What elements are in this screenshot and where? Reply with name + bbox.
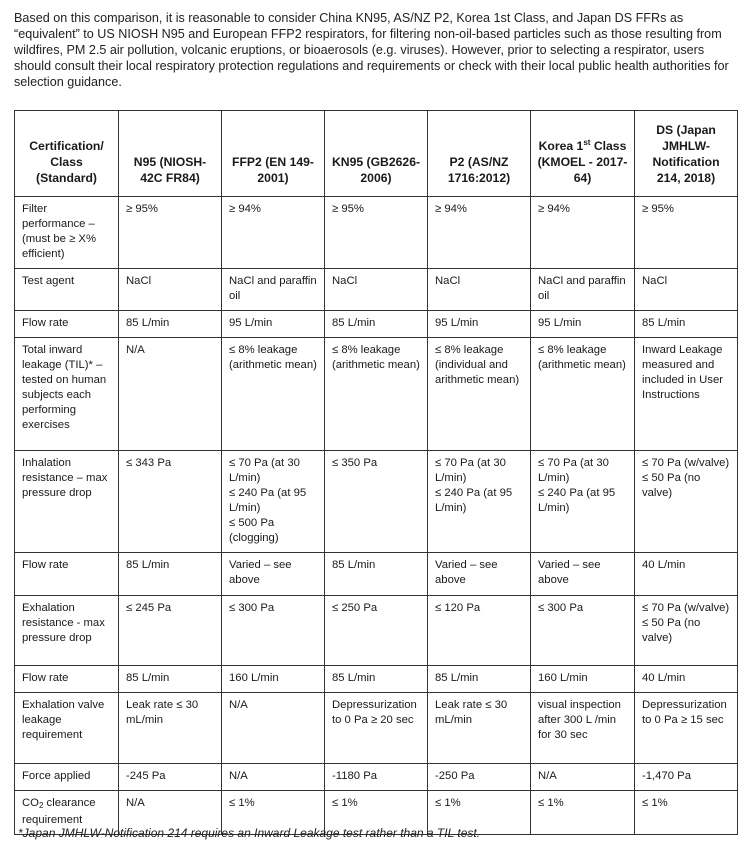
table-cell: Inward Leakage measured and included in User Instructions: [635, 338, 738, 451]
table-cell: ≥ 94%: [531, 197, 635, 269]
table-row: [15, 553, 738, 596]
table-cell: ≤ 245 Pa: [119, 596, 222, 666]
table-cell: ≤ 70 Pa (w/valve) ≤ 50 Pa (no valve): [635, 596, 738, 666]
table-cell: ≤ 8% leakage (individual and arithmetic mean): [428, 338, 531, 451]
table-cell: ≤ 300 Pa: [531, 596, 635, 666]
table-cell: ≥ 94%: [222, 197, 325, 269]
table-cell: 85 L/min: [325, 311, 428, 338]
header-kn95: KN95 (GB2626-2006): [325, 111, 428, 197]
table-cell: 40 L/min: [635, 666, 738, 693]
table-cell: 85 L/min: [325, 666, 428, 693]
table-cell: ≤ 70 Pa (at 30 L/min) ≤ 240 Pa (at 95 L/min) ≤ 500 Pa (clogging): [222, 451, 325, 553]
table-cell: NaCl and paraffin oil: [531, 269, 635, 311]
header-korea: Korea 1st Class (KMOEL - 2017-64): [531, 111, 635, 197]
table-cell: ≤ 1%: [428, 791, 531, 835]
table-cell: ≥ 94%: [428, 197, 531, 269]
table-cell: 85 L/min: [119, 311, 222, 338]
row-label: Filter performance – (must be ≥ X% efficient): [15, 197, 119, 269]
row-label: Force applied: [15, 764, 119, 791]
row-label: Exhalation valve leakage requirement: [15, 693, 119, 764]
table-cell: ≤ 1%: [325, 791, 428, 835]
table-cell: Depressurization to 0 Pa ≥ 20 sec: [325, 693, 428, 764]
header-row: [15, 111, 738, 197]
table-cell: -245 Pa: [119, 764, 222, 791]
table-cell: ≤ 8% leakage (arithmetic mean): [222, 338, 325, 451]
table-row: [15, 197, 738, 269]
table-row: [15, 338, 738, 451]
table-cell: 95 L/min: [531, 311, 635, 338]
table-cell: N/A: [531, 764, 635, 791]
table-cell: ≤ 8% leakage (arithmetic mean): [325, 338, 428, 451]
table-cell: NaCl: [325, 269, 428, 311]
row-label: Total inward leakage (TIL)* – tested on human subjects each performing exercises: [15, 338, 119, 451]
table-cell: Leak rate ≤ 30 mL/min: [119, 693, 222, 764]
header-p2: P2 (AS/NZ 1716:2012): [428, 111, 531, 197]
table-cell: 85 L/min: [119, 666, 222, 693]
table-cell: ≤ 120 Pa: [428, 596, 531, 666]
table-cell: 160 L/min: [531, 666, 635, 693]
table-cell: ≤ 1%: [222, 791, 325, 835]
row-label: Test agent: [15, 269, 119, 311]
table-cell: 85 L/min: [428, 666, 531, 693]
table-cell: Leak rate ≤ 30 mL/min: [428, 693, 531, 764]
table-cell: ≤ 1%: [531, 791, 635, 835]
table-cell: N/A: [222, 693, 325, 764]
header-certification: Certification/ Class (Standard): [15, 111, 119, 197]
table-row: [15, 269, 738, 311]
table-cell: visual inspection after 300 L /min for 30 sec: [531, 693, 635, 764]
intro-paragraph: Based on this comparison, it is reasonable to consider China KN95, AS/NZ P2, Korea 1st Class, and Japan DS FFRs as “equivalent” to US NIOSH N95 and European FFP2 respirators, for filtering non-oil-based particles such as those resulting from wildfires, PM 2.5 air pollution, volcanic eruptions, or bioaerosols (e.g. viruses). However, prior to selecting a respirator, users should consult their local respiratory protection regulations and requirements or check with their local public health authorities for selection guidance.: [14, 11, 729, 89]
table-cell: ≤ 8% leakage (arithmetic mean): [531, 338, 635, 451]
table-cell: ≤ 250 Pa: [325, 596, 428, 666]
table-row: [15, 764, 738, 791]
table-cell: N/A: [119, 338, 222, 451]
table-cell: 85 L/min: [325, 553, 428, 596]
row-label: Flow rate: [15, 666, 119, 693]
table-cell: 85 L/min: [119, 553, 222, 596]
table-cell: 40 L/min: [635, 553, 738, 596]
table-cell: 160 L/min: [222, 666, 325, 693]
table-cell: ≥ 95%: [635, 197, 738, 269]
header-ds: DS (Japan JMHLW-Notification 214, 2018): [635, 111, 738, 197]
header-ffp2: FFP2 (EN 149-2001): [222, 111, 325, 197]
table-cell: N/A: [222, 764, 325, 791]
table-cell: ≤ 1%: [635, 791, 738, 835]
table-cell: Varied – see above: [531, 553, 635, 596]
row-label: $CO_2$ clearance requirement: [15, 791, 119, 835]
table-row: [15, 693, 738, 764]
table-cell: NaCl and paraffin oil: [222, 269, 325, 311]
table-cell: ≤ 70 Pa (at 30 L/min) ≤ 240 Pa (at 95 L/min): [531, 451, 635, 553]
table-cell: -250 Pa: [428, 764, 531, 791]
table-row: [15, 666, 738, 693]
row-label: Flow rate: [15, 311, 119, 338]
table-cell: ≥ 95%: [119, 197, 222, 269]
table-row: [15, 311, 738, 338]
row-label: Flow rate: [15, 553, 119, 596]
table-cell: 95 L/min: [428, 311, 531, 338]
table-cell: ≤ 350 Pa: [325, 451, 428, 553]
table-cell: 95 L/min: [222, 311, 325, 338]
table-cell: ≤ 300 Pa: [222, 596, 325, 666]
table-cell: -1180 Pa: [325, 764, 428, 791]
table-cell: Depressurization to 0 Pa ≥ 15 sec: [635, 693, 738, 764]
table-row: [15, 451, 738, 553]
table-cell: ≥ 95%: [325, 197, 428, 269]
table-cell: Varied – see above: [428, 553, 531, 596]
table-cell: NaCl: [428, 269, 531, 311]
table-cell: ≤ 343 Pa: [119, 451, 222, 553]
table-row: [15, 596, 738, 666]
table-cell: NaCl: [635, 269, 738, 311]
table-cell: -1,470 Pa: [635, 764, 738, 791]
table-cell: N/A: [119, 791, 222, 835]
respirator-comparison-table: [14, 110, 738, 835]
row-label: Exhalation resistance - max pressure drop: [15, 596, 119, 666]
table-cell: Varied – see above: [222, 553, 325, 596]
row-label: Inhalation resistance – max pressure drop: [15, 451, 119, 553]
table-cell: ≤ 70 Pa (w/valve) ≤ 50 Pa (no valve): [635, 451, 738, 553]
header-n95: N95 (NIOSH-42C FR84): [119, 111, 222, 197]
table-cell: NaCl: [119, 269, 222, 311]
table-cell: 85 L/min: [635, 311, 738, 338]
table-cell: ≤ 70 Pa (at 30 L/min) ≤ 240 Pa (at 95 L/min): [428, 451, 531, 553]
footnote: *Japan JMHLW-Notification 214 requires an Inward Leakage test rather than a TIL test.: [18, 826, 481, 840]
